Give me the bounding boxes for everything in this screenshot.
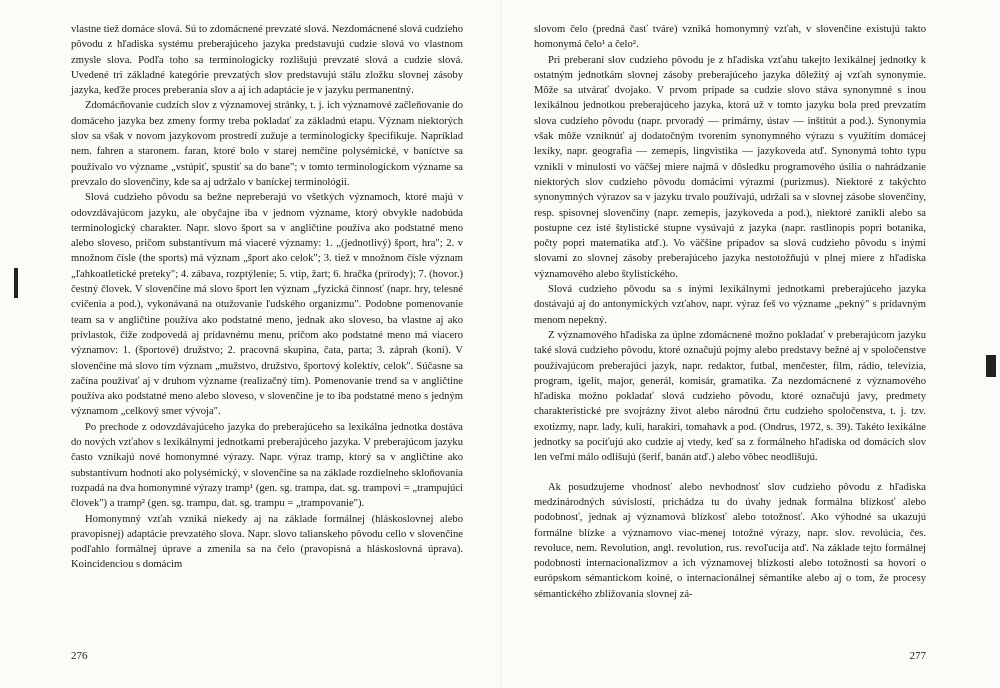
right-page	[534, 22, 926, 664]
right-paragraph-1: slovom čelo (predná časť tváre) vzniká homonymný vzťah, v slovenčine existujú takto homonymá čelo¹ a čelo².	[534, 24, 926, 51]
scan-margin-mark-right	[986, 355, 996, 377]
left-paragraph-4: Po prechode z odovzdávajúceho jazyka do preberajúceho sa lexikálna jednotka dostáva do nových vzťahov s lexikálnymi jednotkami preberajúceho jazyka. V preberajúcom jazyku často vznikajú nové homonymné výrazy. Napr. výraz tramp, ktorý sa v angličtine ako substantívum hodnotí ako polysémický, v slovenčine sa na základe rozdielneho skloňovania rozpadá na dva homonymné výrazy tramp¹ (gen. sg. trampa, dat. sg. trampovi = „trampujúci človek") a tramp² (gen. sg. trampu, dat. sg. trampu = „trampovanie").	[71, 421, 463, 510]
left-page	[71, 22, 463, 664]
right-paragraph-2: Pri preberaní slov cudzieho pôvodu je z hľadiska vzťahu takejto lexikálnej jednotky k ostatným jednotkám slovnej zásoby preberajúceho jazyka dôležitý aj vzťah synonymie. Môže sa utvárať dvojako. V prvom prípade sa cudzie slovo stáva synonymné s inou lexikálnou jednotkou preberajúceho jazyka, ktorá už v tomto jazyku bola pred prevzatím slova cudzieho pôvodu (napr. prvoradý — primárny, ústav — inštitút a pod.). Synonymia však môže vzniknúť aj dodatočným tvorením synonymného výrazu s využitím domácej lexiky, napr. geografia — zemepis, lingvistika — jazykoveda atď. Synonymá tohto typu vznikli v minulosti vo väčšej miere najmä v dôsledku programového úsilia o nahrádzanie niektorých slov cudzieho pôvodu domácimi výrazmi (purizmus). Niektoré z takýchto synonymných výrazov sa v jazyku trvalo používajú, udržali sa v slovnej zásobe slovenčiny, resp. spisovnej slovenčiny (napr. zemepis, jazykoveda a pod.), niektoré zanikli alebo sa postupne cez isté štylistické stupne vysúvajú z jazyka (napr. rastlinopis popri botanika, počty popri matematika atď.). Vo väčšine prípadov sa slová cudzieho pôvodu s inými slovami zo slovnej zásoby preberajúceho jazyka nestotožňujú v plnej miere z hľadiska významového alebo štylistického.	[534, 54, 926, 280]
right-paragraph-4: Z významového hľadiska za úplne zdomácnené možno pokladať v preberajúcom jazyku také slová cudzieho pôvodu, ktoré označujú pojmy alebo predstavy bežné aj v spoločenstve používajúcom preberajúci jazyk, napr. redaktor, futbal, menčester, film, rádio, televízia, program, igelit, major, generál, komisár, gramatika. Za nezdomácnené z významového hľadiska možno pokladať slová cudzieho pôvodu, ktoré označujú javy, predmety charakteristické pre svojrázny život alebo národnú črtu cudzieho spoločenstva, t. j. tzv. exotizmy, napr. lady, kuli, harakiri, tomahavk a pod. (Ondrus, 1972, s. 39). Takéto lexikálne jednotky sa pociťujú ako cudzie aj vtedy, keď sa z formálneho hľadiska od domácich slov len veľmi málo odlišujú (šerif, banán atď.) alebo vôbec neodlišujú.	[534, 329, 926, 464]
book-gutter	[500, 0, 501, 688]
left-paragraph-3: Slová cudzieho pôvodu sa bežne nepreberajú vo všetkých významoch, ktoré majú v odovzdávajúcom jazyku, ale obyčajne iba v jednom význame, ktorý obvykle nadobúda terminologický charakter. Napr. slovo šport sa v angličtine používa ako podstatné meno alebo sloveso, pričom substantívum má viaceré významy: 1. „(jednotlivý) šport, hra"; 2. v množnom čísle (the sports) má význam „šport ako celok"; 3. tiež v množnom čísle význam „ľahkoatletické preteky"; 4. zábava, rozptýlenie; 5. vtip, žart; 6. hračka (prírody); 7. (hovor.) čestný človek. V slovenčine má slovo šport len význam „fyzická činnosť (napr. hry, telesné cvičenia a pod.), vykonávaná na otužovanie ľudského organizmu". Podobne pomenovanie team sa v angličtine používa ako podstatné meno, jednak ako sloveso, ba vlastne aj ako prívlastok, čiže zodpovedá aj prídavnému menu, pričom ako podstatné meno má viacero významov: 1. (športové) družstvo; 2. pracovná skupina, čata, parta; 3. záprah (koní). V slovenčine má slovo tím význam „mužstvo, družstvo, športový kolektív, celok". Súčasne sa začína používať aj v druhom význame (realizačný tím). Pomenovanie trend sa v angličtine používa ako podstatné meno alebo sloveso, v slovenčine je to iba podstatné meno s jedným významom „celkový smer vývoja".	[71, 192, 463, 418]
right-paragraph-3: Slová cudzieho pôvodu sa s inými lexikálnymi jednotkami preberajúceho jazyka dostávajú aj do antonymických vzťahov, napr. výraz feš vo význame „pekný" s prídavným menom nepekný.	[534, 284, 926, 326]
left-paragraph-1: vlastne tiež domáce slová. Sú to zdomácnené prevzaté slová. Nezdomácnené slová cudzieho pôvodu z hľadiska systému preberajúceho jazyka predstavujú cudzie slová vo vlastnom zmysle slova. Podľa toho sa terminologicky rozlišujú prevzaté slová a cudzie slová. Uvedené tri základné kategórie prevzatých slov predstavujú stálu zložku slovnej zásoby jazyka, keďže proces preberania slov a aj ich adaptácie je v jazyku permanentný.	[71, 24, 463, 97]
scan-margin-mark-left	[14, 268, 18, 298]
left-paragraph-5: Homonymný vzťah vzniká niekedy aj na základe formálnej (hláskoslovnej alebo pravopisnej) adaptácie prevzatého slova. Napr. slovo talianskeho pôvodu cello v slovenčine podľahlo formálnej úprave a zmenila sa na čelo (pravopisná a hláskoslovná úprava). Koincidenciou s domácim	[71, 513, 463, 571]
right-paragraph-5: Ak posudzujeme vhodnosť alebo nevhodnosť slov cudzieho pôvodu z hľadiska medzinárodných súvislostí, prichádza tu do úvahy jednak formálna blízkosť alebo podobnosť, jednak aj významová blízkosť alebo totožnosť. Ako výhodné sa ukazujú formálne blízke a významovo viac-menej totožné výrazy, napr. slov. revolúcia, čes. revoluce, nem. Revolution, angl. revolution, rus. revoľucija atď. Na základe tejto formálnej podobnosti internacionalizmov a ich významovej blízkosti alebo totožnosti sa hovorí o európskom sémantickom koiné, o internacionálnej sémantike alebo aj o tom, že procesy sémantického zbližovania slovnej zá-	[534, 481, 926, 600]
page-number-right: 277	[909, 649, 926, 662]
left-paragraph-2: Zdomácňovanie cudzích slov z významovej stránky, t. j. ich významové začleňovanie do domáceho jazyka bez zmeny formy treba pokladať za základnú etapu. Význam niektorých slov sa však v novom jazykovom prostredí zužuje a terminologicky špecifikuje. Napríklad nem. fahren a staronem. faran, ktoré bolo v starej nemčine polysémické, v baníctve sa používalo vo význame „vstúpiť, spustiť sa do bane"; v tomto terminologickom význame sa prevzalo do slovenčiny, kde sa aj udržalo v baníckej terminológii.	[71, 100, 463, 188]
page-number-left: 276	[71, 649, 88, 662]
